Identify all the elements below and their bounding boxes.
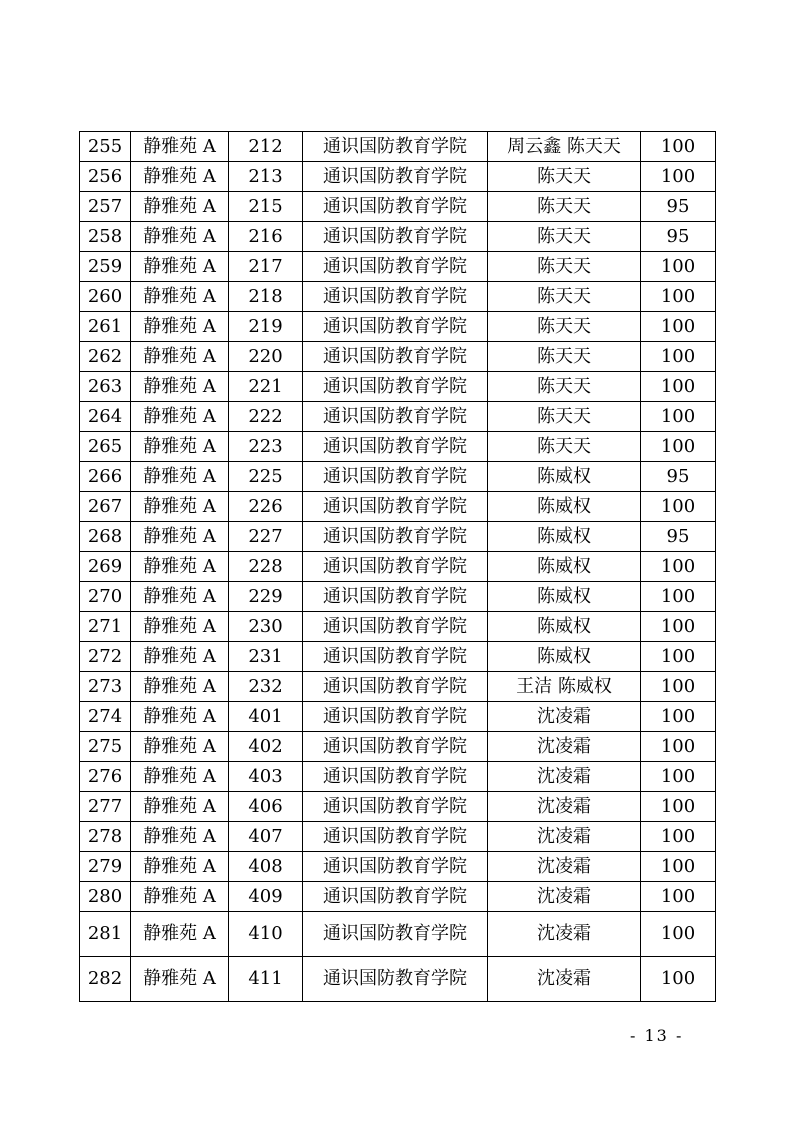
score-cell: 100: [641, 642, 716, 672]
dormitory-score-table: [79, 131, 716, 1002]
table-row: [80, 672, 716, 702]
score-cell: 100: [641, 342, 716, 372]
college-cell: 通识国防教育学院: [303, 762, 488, 792]
staff-cell: 陈威权: [488, 462, 641, 492]
table-row: [80, 312, 716, 342]
table-row: [80, 762, 716, 792]
score-cell: 100: [641, 612, 716, 642]
score-cell: 100: [641, 912, 716, 957]
score-cell: 100: [641, 162, 716, 192]
college-cell: 通识国防教育学院: [303, 852, 488, 882]
row-number-cell: 262: [80, 342, 131, 372]
score-cell: 100: [641, 852, 716, 882]
college-cell: 通识国防教育学院: [303, 612, 488, 642]
room-cell: 230: [229, 612, 303, 642]
college-cell: 通识国防教育学院: [303, 192, 488, 222]
building-cell: 静雅苑 A: [131, 957, 229, 1002]
table-row: [80, 642, 716, 672]
building-cell: 静雅苑 A: [131, 312, 229, 342]
table-row: [80, 282, 716, 312]
table-row: [80, 702, 716, 732]
staff-cell: 周云鑫 陈天天: [488, 132, 641, 162]
room-cell: 216: [229, 222, 303, 252]
score-cell: 100: [641, 732, 716, 762]
table-row: [80, 342, 716, 372]
staff-cell: 陈天天: [488, 222, 641, 252]
room-cell: 223: [229, 432, 303, 462]
row-number-cell: 280: [80, 882, 131, 912]
college-cell: 通识国防教育学院: [303, 402, 488, 432]
room-cell: 407: [229, 822, 303, 852]
staff-cell: 沈凌霜: [488, 957, 641, 1002]
score-cell: 100: [641, 672, 716, 702]
staff-cell: 沈凌霜: [488, 732, 641, 762]
score-cell: 100: [641, 582, 716, 612]
table-row: [80, 432, 716, 462]
score-cell: 95: [641, 222, 716, 252]
staff-cell: 陈威权: [488, 522, 641, 552]
score-cell: 95: [641, 522, 716, 552]
row-number-cell: 275: [80, 732, 131, 762]
staff-cell: 沈凌霜: [488, 912, 641, 957]
table-row: [80, 792, 716, 822]
row-number-cell: 257: [80, 192, 131, 222]
building-cell: 静雅苑 A: [131, 612, 229, 642]
building-cell: 静雅苑 A: [131, 282, 229, 312]
row-number-cell: 261: [80, 312, 131, 342]
table-row: [80, 402, 716, 432]
building-cell: 静雅苑 A: [131, 912, 229, 957]
score-cell: 100: [641, 792, 716, 822]
room-cell: 221: [229, 372, 303, 402]
building-cell: 静雅苑 A: [131, 702, 229, 732]
table-row: [80, 912, 716, 957]
staff-cell: 陈天天: [488, 252, 641, 282]
score-cell: 100: [641, 957, 716, 1002]
score-cell: 100: [641, 762, 716, 792]
room-cell: 406: [229, 792, 303, 822]
college-cell: 通识国防教育学院: [303, 912, 488, 957]
room-cell: 217: [229, 252, 303, 282]
college-cell: 通识国防教育学院: [303, 582, 488, 612]
score-cell: 100: [641, 282, 716, 312]
row-number-cell: 271: [80, 612, 131, 642]
building-cell: 静雅苑 A: [131, 222, 229, 252]
room-cell: 403: [229, 762, 303, 792]
score-cell: 100: [641, 552, 716, 582]
building-cell: 静雅苑 A: [131, 552, 229, 582]
building-cell: 静雅苑 A: [131, 492, 229, 522]
table-row: [80, 192, 716, 222]
room-cell: 226: [229, 492, 303, 522]
table-row: [80, 162, 716, 192]
staff-cell: 陈威权: [488, 582, 641, 612]
college-cell: 通识国防教育学院: [303, 372, 488, 402]
row-number-cell: 256: [80, 162, 131, 192]
college-cell: 通识国防教育学院: [303, 132, 488, 162]
row-number-cell: 260: [80, 282, 131, 312]
row-number-cell: 263: [80, 372, 131, 402]
score-cell: 100: [641, 822, 716, 852]
building-cell: 静雅苑 A: [131, 372, 229, 402]
row-number-cell: 265: [80, 432, 131, 462]
building-cell: 静雅苑 A: [131, 822, 229, 852]
staff-cell: 陈威权: [488, 642, 641, 672]
row-number-cell: 270: [80, 582, 131, 612]
building-cell: 静雅苑 A: [131, 342, 229, 372]
building-cell: 静雅苑 A: [131, 132, 229, 162]
table-row: [80, 132, 716, 162]
college-cell: 通识国防教育学院: [303, 312, 488, 342]
college-cell: 通识国防教育学院: [303, 552, 488, 582]
room-cell: 215: [229, 192, 303, 222]
table-row: [80, 372, 716, 402]
row-number-cell: 255: [80, 132, 131, 162]
score-cell: 100: [641, 702, 716, 732]
row-number-cell: 272: [80, 642, 131, 672]
building-cell: 静雅苑 A: [131, 642, 229, 672]
room-cell: 228: [229, 552, 303, 582]
building-cell: 静雅苑 A: [131, 252, 229, 282]
score-cell: 100: [641, 132, 716, 162]
row-number-cell: 274: [80, 702, 131, 732]
college-cell: 通识国防教育学院: [303, 522, 488, 552]
college-cell: 通识国防教育学院: [303, 702, 488, 732]
building-cell: 静雅苑 A: [131, 792, 229, 822]
row-number-cell: 259: [80, 252, 131, 282]
row-number-cell: 258: [80, 222, 131, 252]
staff-cell: 陈天天: [488, 162, 641, 192]
staff-cell: 陈威权: [488, 612, 641, 642]
building-cell: 静雅苑 A: [131, 762, 229, 792]
room-cell: 409: [229, 882, 303, 912]
building-cell: 静雅苑 A: [131, 522, 229, 552]
building-cell: 静雅苑 A: [131, 852, 229, 882]
staff-cell: 沈凌霜: [488, 702, 641, 732]
table-row: [80, 822, 716, 852]
college-cell: 通识国防教育学院: [303, 222, 488, 252]
table-row: [80, 882, 716, 912]
score-cell: 100: [641, 882, 716, 912]
college-cell: 通识国防教育学院: [303, 282, 488, 312]
room-cell: 401: [229, 702, 303, 732]
room-cell: 402: [229, 732, 303, 762]
row-number-cell: 267: [80, 492, 131, 522]
staff-cell: 王洁 陈威权: [488, 672, 641, 702]
row-number-cell: 264: [80, 402, 131, 432]
table-row: [80, 852, 716, 882]
room-cell: 227: [229, 522, 303, 552]
room-cell: 222: [229, 402, 303, 432]
score-cell: 95: [641, 192, 716, 222]
row-number-cell: 269: [80, 552, 131, 582]
college-cell: 通识国防教育学院: [303, 342, 488, 372]
row-number-cell: 276: [80, 762, 131, 792]
table-row: [80, 522, 716, 552]
room-cell: 411: [229, 957, 303, 1002]
staff-cell: 陈天天: [488, 372, 641, 402]
table-row: [80, 582, 716, 612]
college-cell: 通识国防教育学院: [303, 642, 488, 672]
row-number-cell: 282: [80, 957, 131, 1002]
staff-cell: 沈凌霜: [488, 762, 641, 792]
staff-cell: 陈天天: [488, 282, 641, 312]
staff-cell: 沈凌霜: [488, 882, 641, 912]
room-cell: 410: [229, 912, 303, 957]
college-cell: 通识国防教育学院: [303, 432, 488, 462]
table-row: [80, 957, 716, 1002]
table-row: [80, 492, 716, 522]
table-row: [80, 552, 716, 582]
building-cell: 静雅苑 A: [131, 582, 229, 612]
college-cell: 通识国防教育学院: [303, 162, 488, 192]
building-cell: 静雅苑 A: [131, 672, 229, 702]
college-cell: 通识国防教育学院: [303, 492, 488, 522]
room-cell: 231: [229, 642, 303, 672]
room-cell: 225: [229, 462, 303, 492]
score-cell: 100: [641, 432, 716, 462]
room-cell: 213: [229, 162, 303, 192]
college-cell: 通识国防教育学院: [303, 882, 488, 912]
page-number: - 13 -: [630, 1026, 684, 1045]
college-cell: 通识国防教育学院: [303, 792, 488, 822]
score-cell: 100: [641, 252, 716, 282]
staff-cell: 沈凌霜: [488, 852, 641, 882]
building-cell: 静雅苑 A: [131, 162, 229, 192]
table-row: [80, 612, 716, 642]
row-number-cell: 277: [80, 792, 131, 822]
room-cell: 218: [229, 282, 303, 312]
table-row: [80, 462, 716, 492]
row-number-cell: 268: [80, 522, 131, 552]
score-cell: 95: [641, 462, 716, 492]
row-number-cell: 273: [80, 672, 131, 702]
room-cell: 229: [229, 582, 303, 612]
row-number-cell: 279: [80, 852, 131, 882]
college-cell: 通识国防教育学院: [303, 732, 488, 762]
row-number-cell: 278: [80, 822, 131, 852]
building-cell: 静雅苑 A: [131, 732, 229, 762]
building-cell: 静雅苑 A: [131, 462, 229, 492]
staff-cell: 陈天天: [488, 312, 641, 342]
row-number-cell: 266: [80, 462, 131, 492]
table-row: [80, 222, 716, 252]
room-cell: 219: [229, 312, 303, 342]
room-cell: 220: [229, 342, 303, 372]
score-cell: 100: [641, 312, 716, 342]
room-cell: 232: [229, 672, 303, 702]
staff-cell: 陈天天: [488, 432, 641, 462]
staff-cell: 沈凌霜: [488, 792, 641, 822]
table-body: [80, 132, 716, 1002]
row-number-cell: 281: [80, 912, 131, 957]
college-cell: 通识国防教育学院: [303, 957, 488, 1002]
college-cell: 通识国防教育学院: [303, 822, 488, 852]
score-cell: 100: [641, 492, 716, 522]
room-cell: 212: [229, 132, 303, 162]
staff-cell: 陈威权: [488, 492, 641, 522]
building-cell: 静雅苑 A: [131, 192, 229, 222]
staff-cell: 陈天天: [488, 402, 641, 432]
staff-cell: 陈威权: [488, 552, 641, 582]
building-cell: 静雅苑 A: [131, 882, 229, 912]
table-row: [80, 252, 716, 282]
score-cell: 100: [641, 372, 716, 402]
staff-cell: 沈凌霜: [488, 822, 641, 852]
college-cell: 通识国防教育学院: [303, 462, 488, 492]
room-cell: 408: [229, 852, 303, 882]
building-cell: 静雅苑 A: [131, 402, 229, 432]
college-cell: 通识国防教育学院: [303, 672, 488, 702]
staff-cell: 陈天天: [488, 192, 641, 222]
table-row: [80, 732, 716, 762]
staff-cell: 陈天天: [488, 342, 641, 372]
college-cell: 通识国防教育学院: [303, 252, 488, 282]
score-cell: 100: [641, 402, 716, 432]
building-cell: 静雅苑 A: [131, 432, 229, 462]
